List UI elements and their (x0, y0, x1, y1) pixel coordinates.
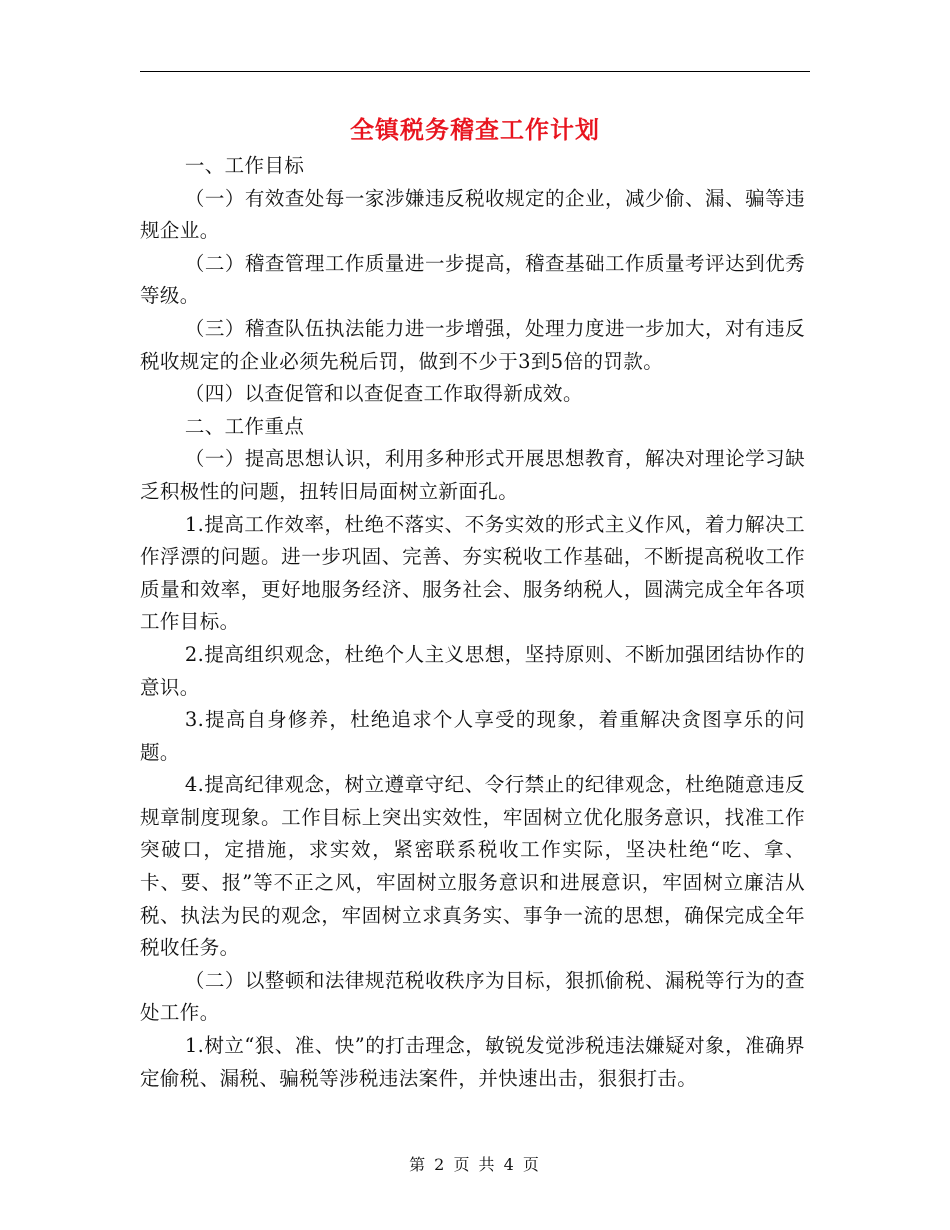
paragraph: 2.提高组织观念，杜绝个人主义思想，坚持原则、不断加强团结协作的意识。 (140, 642, 805, 699)
paragraph: （二）以整顿和法律规范税收秩序为目标，狠抓偷税、漏税等行为的查处工作。 (140, 968, 805, 1025)
document-title: 全镇税务稽查工作计划 (350, 115, 600, 144)
paragraph: 3.提高自身修养，杜绝追求个人享受的现象，着重解决贪图享乐的问题。 (140, 708, 805, 764)
page-number: 第 2 页 共 4 页 (409, 1155, 541, 1174)
section-heading: 一、工作目标 (184, 154, 305, 177)
section-heading: 二、工作重点 (184, 414, 305, 438)
paragraph: 1.树立“狠、准、快”的打击理念，敏锐发觉涉税违法嫌疑对象，准确界定偷税、漏税、骗税等涉税违法案件，并快速出击，狠狠打击。 (140, 1034, 805, 1090)
paragraph: （四）以查促管和以查促查工作取得新成效。 (184, 382, 583, 406)
paragraph: （二）稽查管理工作质量进一步提高，稽查基础工作质量考评达到优秀等级。 (140, 251, 805, 308)
paragraph: （一）提高思想认识，利用多种形式开展思想教育，解决对理论学习缺乏积极性的问题，扭转旧局面树立新面孔。 (140, 447, 805, 503)
paragraph: （一）有效查处每一家涉嫌违反税收规定的企业，减少偷、漏、骗等违规企业。 (140, 186, 805, 243)
paragraph: 4.提高纪律观念，树立遵章守纪、令行禁止的纪律观念，杜绝随意违反规章制度现象。工作目标上突出实效性，牢固树立优化服务意识，找准工作突破口，定措施，求实效，紧密联系税收工作实际，坚决杜绝“吃、拿、卡、要、报”等不正之风，牢固树立服务意识和进展意识，牢固树立廉洁从税、执法为民的观念，牢固树立求真务实、事争一流的思想，确保完成全年税收任务。 (140, 773, 805, 960)
paragraph: 1.提高工作效率，杜绝不落实、不务实效的形式主义作风，着力解决工作浮漂的问题。进一步巩固、完善、夯实税收工作基础，不断提高税收工作质量和效率，更好地服务经济、服务社会、服务纳税人，圆满完成全年各项工作目标。 (140, 512, 805, 634)
document-body (140, 150, 805, 1095)
paragraph: （三）稽查队伍执法能力进一步增强，处理力度进一步加大，对有违反税收规定的企业必须先税后罚，做到不少于3到5倍的罚款。 (140, 316, 805, 373)
header-rule (140, 71, 810, 72)
